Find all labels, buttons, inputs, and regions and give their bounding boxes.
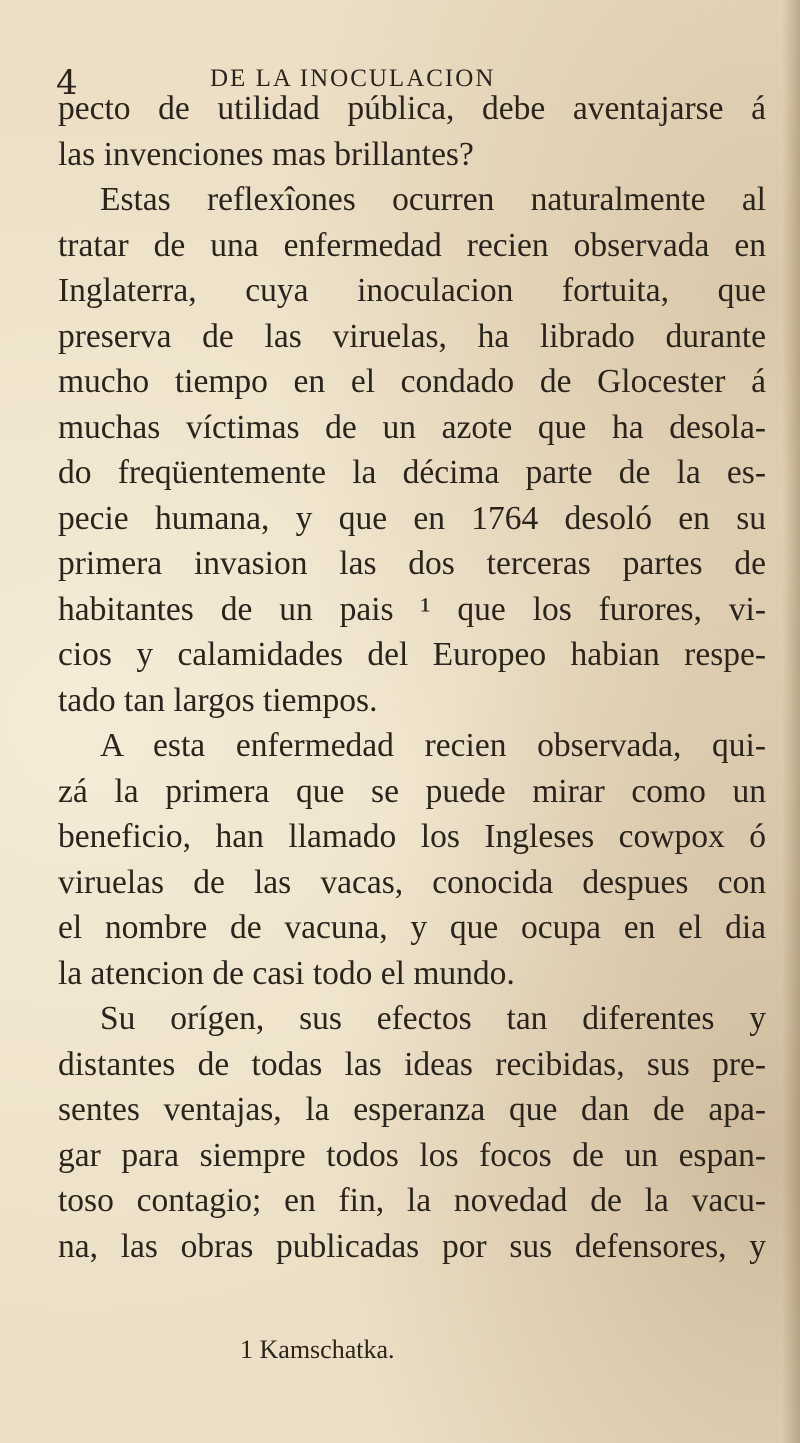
text-line: las invenciones mas brillantes? (58, 135, 474, 173)
text-line: Inglaterra, cuya inoculacion fortuita, que (58, 272, 766, 309)
text-line: sentes ventajas, la esperanza que dan de apa- (58, 1091, 766, 1128)
text-line: distantes de todas las ideas recibidas, sus pre- (58, 1045, 766, 1083)
text-line: toso contagio; en fin, la novedad de la vacu- (58, 1182, 766, 1219)
text-line: cios y calamidades del Europeo habian respe- (58, 636, 766, 673)
body-text (58, 86, 766, 1269)
running-head-title: DE LA INOCULACION (210, 65, 496, 92)
text-line: la atencion de casi todo el mundo. (58, 954, 515, 992)
text-line: mucho tiempo en el condado de Glocester á (58, 363, 766, 400)
page-edge-shadow (782, 0, 800, 1443)
text-line: primera invasion las dos terceras partes de (58, 545, 766, 582)
footnote: 1 Kamschatka. (240, 1335, 395, 1364)
text-line: muchas víctimas de un azote que ha desola- (58, 408, 766, 446)
text-line: pecie humana, y que en 1764 desoló en su (58, 499, 766, 537)
text-line: tado tan largos tiempos. (58, 681, 378, 719)
text-line: pecto de utilidad pública, debe aventajarse á (58, 90, 766, 127)
paragraph-start-line: Su orígen, sus efectos tan diferentes y (100, 1000, 766, 1037)
text-line: habitantes de un pais ¹ que los furores, vi- (58, 590, 766, 628)
paragraph-start-line: A esta enfermedad recien observada, qui- (100, 727, 766, 764)
text-line: gar para siempre todos los focos de un espan- (58, 1136, 766, 1174)
text-line: do freqüentemente la décima parte de la es- (58, 454, 766, 491)
text-line: zá la primera que se puede mirar como un (58, 772, 766, 810)
text-line: preserva de las viruelas, ha librado durante (58, 317, 766, 355)
text-line: na, las obras publicadas por sus defensores, y (58, 1227, 766, 1265)
paragraph-start-line: Estas reflexîones ocurren naturalmente al (100, 181, 766, 218)
text-line: el nombre de vacuna, y que ocupa en el dia (58, 909, 766, 946)
text-line: beneficio, han llamado los Ingleses cowpox ó (58, 818, 766, 855)
text-line: tratar de una enfermedad recien observada en (58, 226, 766, 264)
text-line: viruelas de las vacas, conocida despues con (58, 863, 766, 901)
page-number: 4 (56, 63, 78, 103)
